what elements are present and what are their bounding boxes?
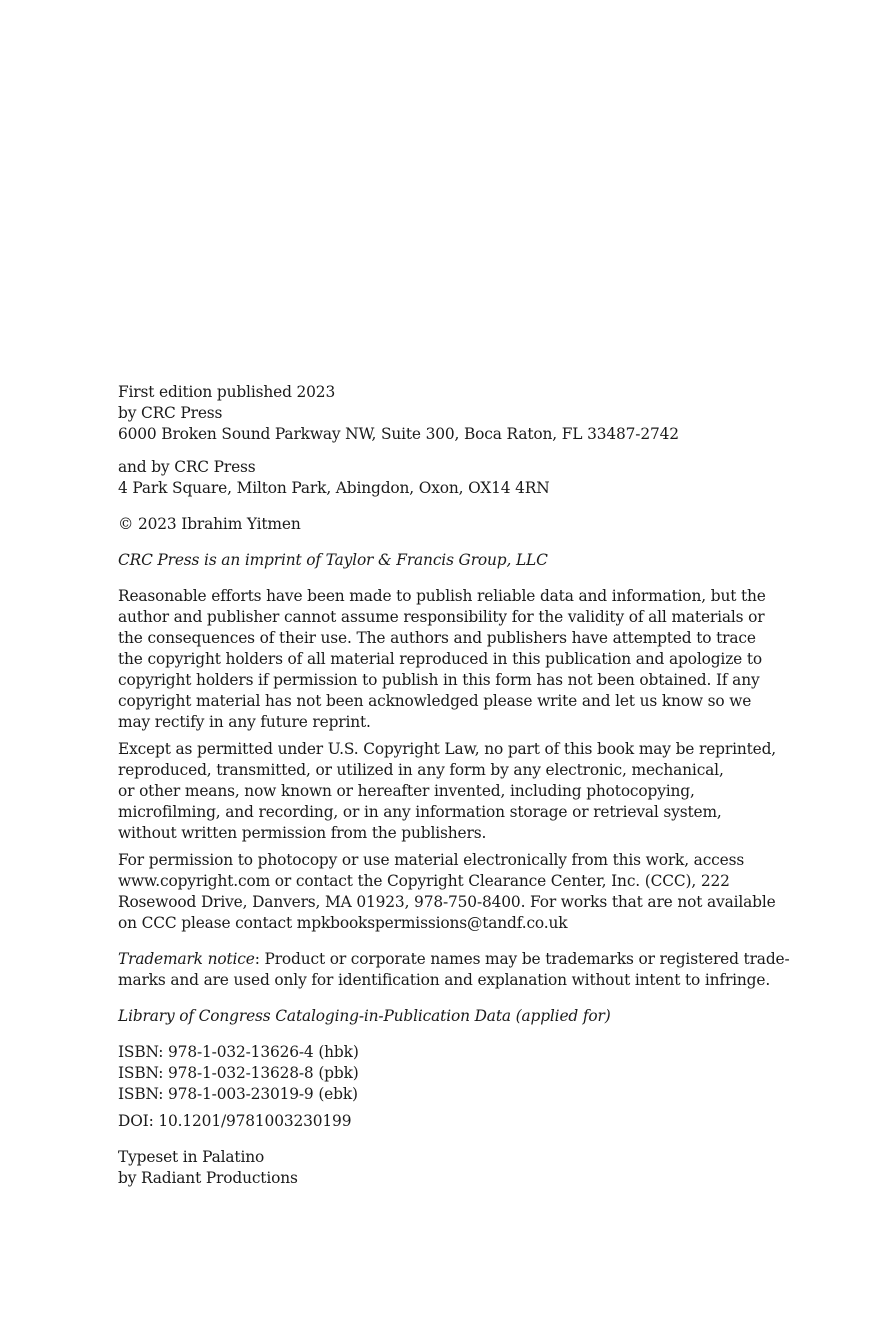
reproduction-line: reproduced, transmitted, or utilized in any form by any electronic, mechanical, xyxy=(118,761,724,779)
typeset-notice xyxy=(118,1147,778,1189)
permission-line: Rosewood Drive, Danvers, MA 01923, 978-750-8400. For works that are not available xyxy=(118,893,776,911)
disclaimer-line: may rectify in any future reprint. xyxy=(118,713,371,731)
doi-notice xyxy=(118,1111,778,1132)
trademark-line xyxy=(118,949,790,970)
disclaimer-line: the consequences of their use. The authors and publishers have attempted to trace xyxy=(118,629,756,647)
imprint-line: CRC Press is an imprint of Taylor & Francis Group, LLC xyxy=(118,551,548,569)
loc-line: Library of Congress Cataloging-in-Publication Data (applied for) xyxy=(118,1007,611,1025)
typeset-line: by Radiant Productions xyxy=(118,1169,298,1187)
disclaimer-line: the copyright holders of all material reproduced in this publication and apologize to xyxy=(118,650,763,668)
copyright-line: © 2023 Ibrahim Yitmen xyxy=(118,515,301,533)
reproduction-line: or other means, now known or hereafter invented, including photocopying, xyxy=(118,782,695,800)
second-publisher-line: and by CRC Press xyxy=(118,458,256,476)
edition-line: by CRC Press xyxy=(118,404,223,422)
permission-paragraph xyxy=(118,850,778,934)
disclaimer-line: author and publisher cannot assume responsibility for the validity of all materials or xyxy=(118,608,765,626)
reproduction-line: Except as permitted under U.S. Copyright Law, no part of this book may be reprinted, xyxy=(118,740,777,758)
edition-line: First edition published 2023 xyxy=(118,383,336,401)
typeset-line: Typeset in Palatino xyxy=(118,1148,265,1166)
permission-line: on CCC please contact mpkbookspermissions@tandf.co.uk xyxy=(118,914,568,932)
permission-line: For permission to photocopy or use material electronically from this work, access xyxy=(118,851,745,869)
edition-block xyxy=(118,382,778,445)
second-publisher-address: 4 Park Square, Milton Park, Abingdon, Oxon, OX14 4RN xyxy=(118,479,550,497)
isbn-ebk: ISBN: 978-1-003-23019-9 (ebk) xyxy=(118,1085,358,1103)
isbn-hbk: ISBN: 978-1-032-13626-4 (hbk) xyxy=(118,1043,359,1061)
doi-line: DOI: 10.1201/9781003230199 xyxy=(118,1112,352,1130)
trademark-paragraph xyxy=(118,949,790,991)
imprint-notice xyxy=(118,550,778,571)
loc-notice xyxy=(118,1006,778,1027)
disclaimer-paragraph xyxy=(118,586,778,733)
second-publisher-block xyxy=(118,457,778,499)
trademark-label: Trademark notice xyxy=(118,950,255,968)
trademark-line: marks and are used only for identification and explanation without intent to infringe. xyxy=(118,971,771,989)
disclaimer-line: copyright material has not been acknowledged please write and let us know so we xyxy=(118,692,752,710)
edition-address: 6000 Broken Sound Parkway NW, Suite 300, Boca Raton, FL 33487-2742 xyxy=(118,425,679,443)
trademark-text: : Product or corporate names may be trademarks or registered trade- xyxy=(254,950,790,968)
disclaimer-line: copyright holders if permission to publish in this form has not been obtained. If any xyxy=(118,671,760,689)
copyright-notice xyxy=(118,514,778,535)
reproduction-line: without written permission from the publishers. xyxy=(118,824,487,842)
permission-line: www.copyright.com or contact the Copyright Clearance Center, Inc. (CCC), 222 xyxy=(118,872,730,890)
copyright-page xyxy=(118,382,790,1189)
isbn-list xyxy=(118,1042,778,1105)
isbn-pbk: ISBN: 978-1-032-13628-8 (pbk) xyxy=(118,1064,359,1082)
reproduction-paragraph xyxy=(118,739,778,844)
disclaimer-line: Reasonable efforts have been made to publish reliable data and information, but the xyxy=(118,587,766,605)
reproduction-line: microfilming, and recording, or in any information storage or retrieval system, xyxy=(118,803,722,821)
